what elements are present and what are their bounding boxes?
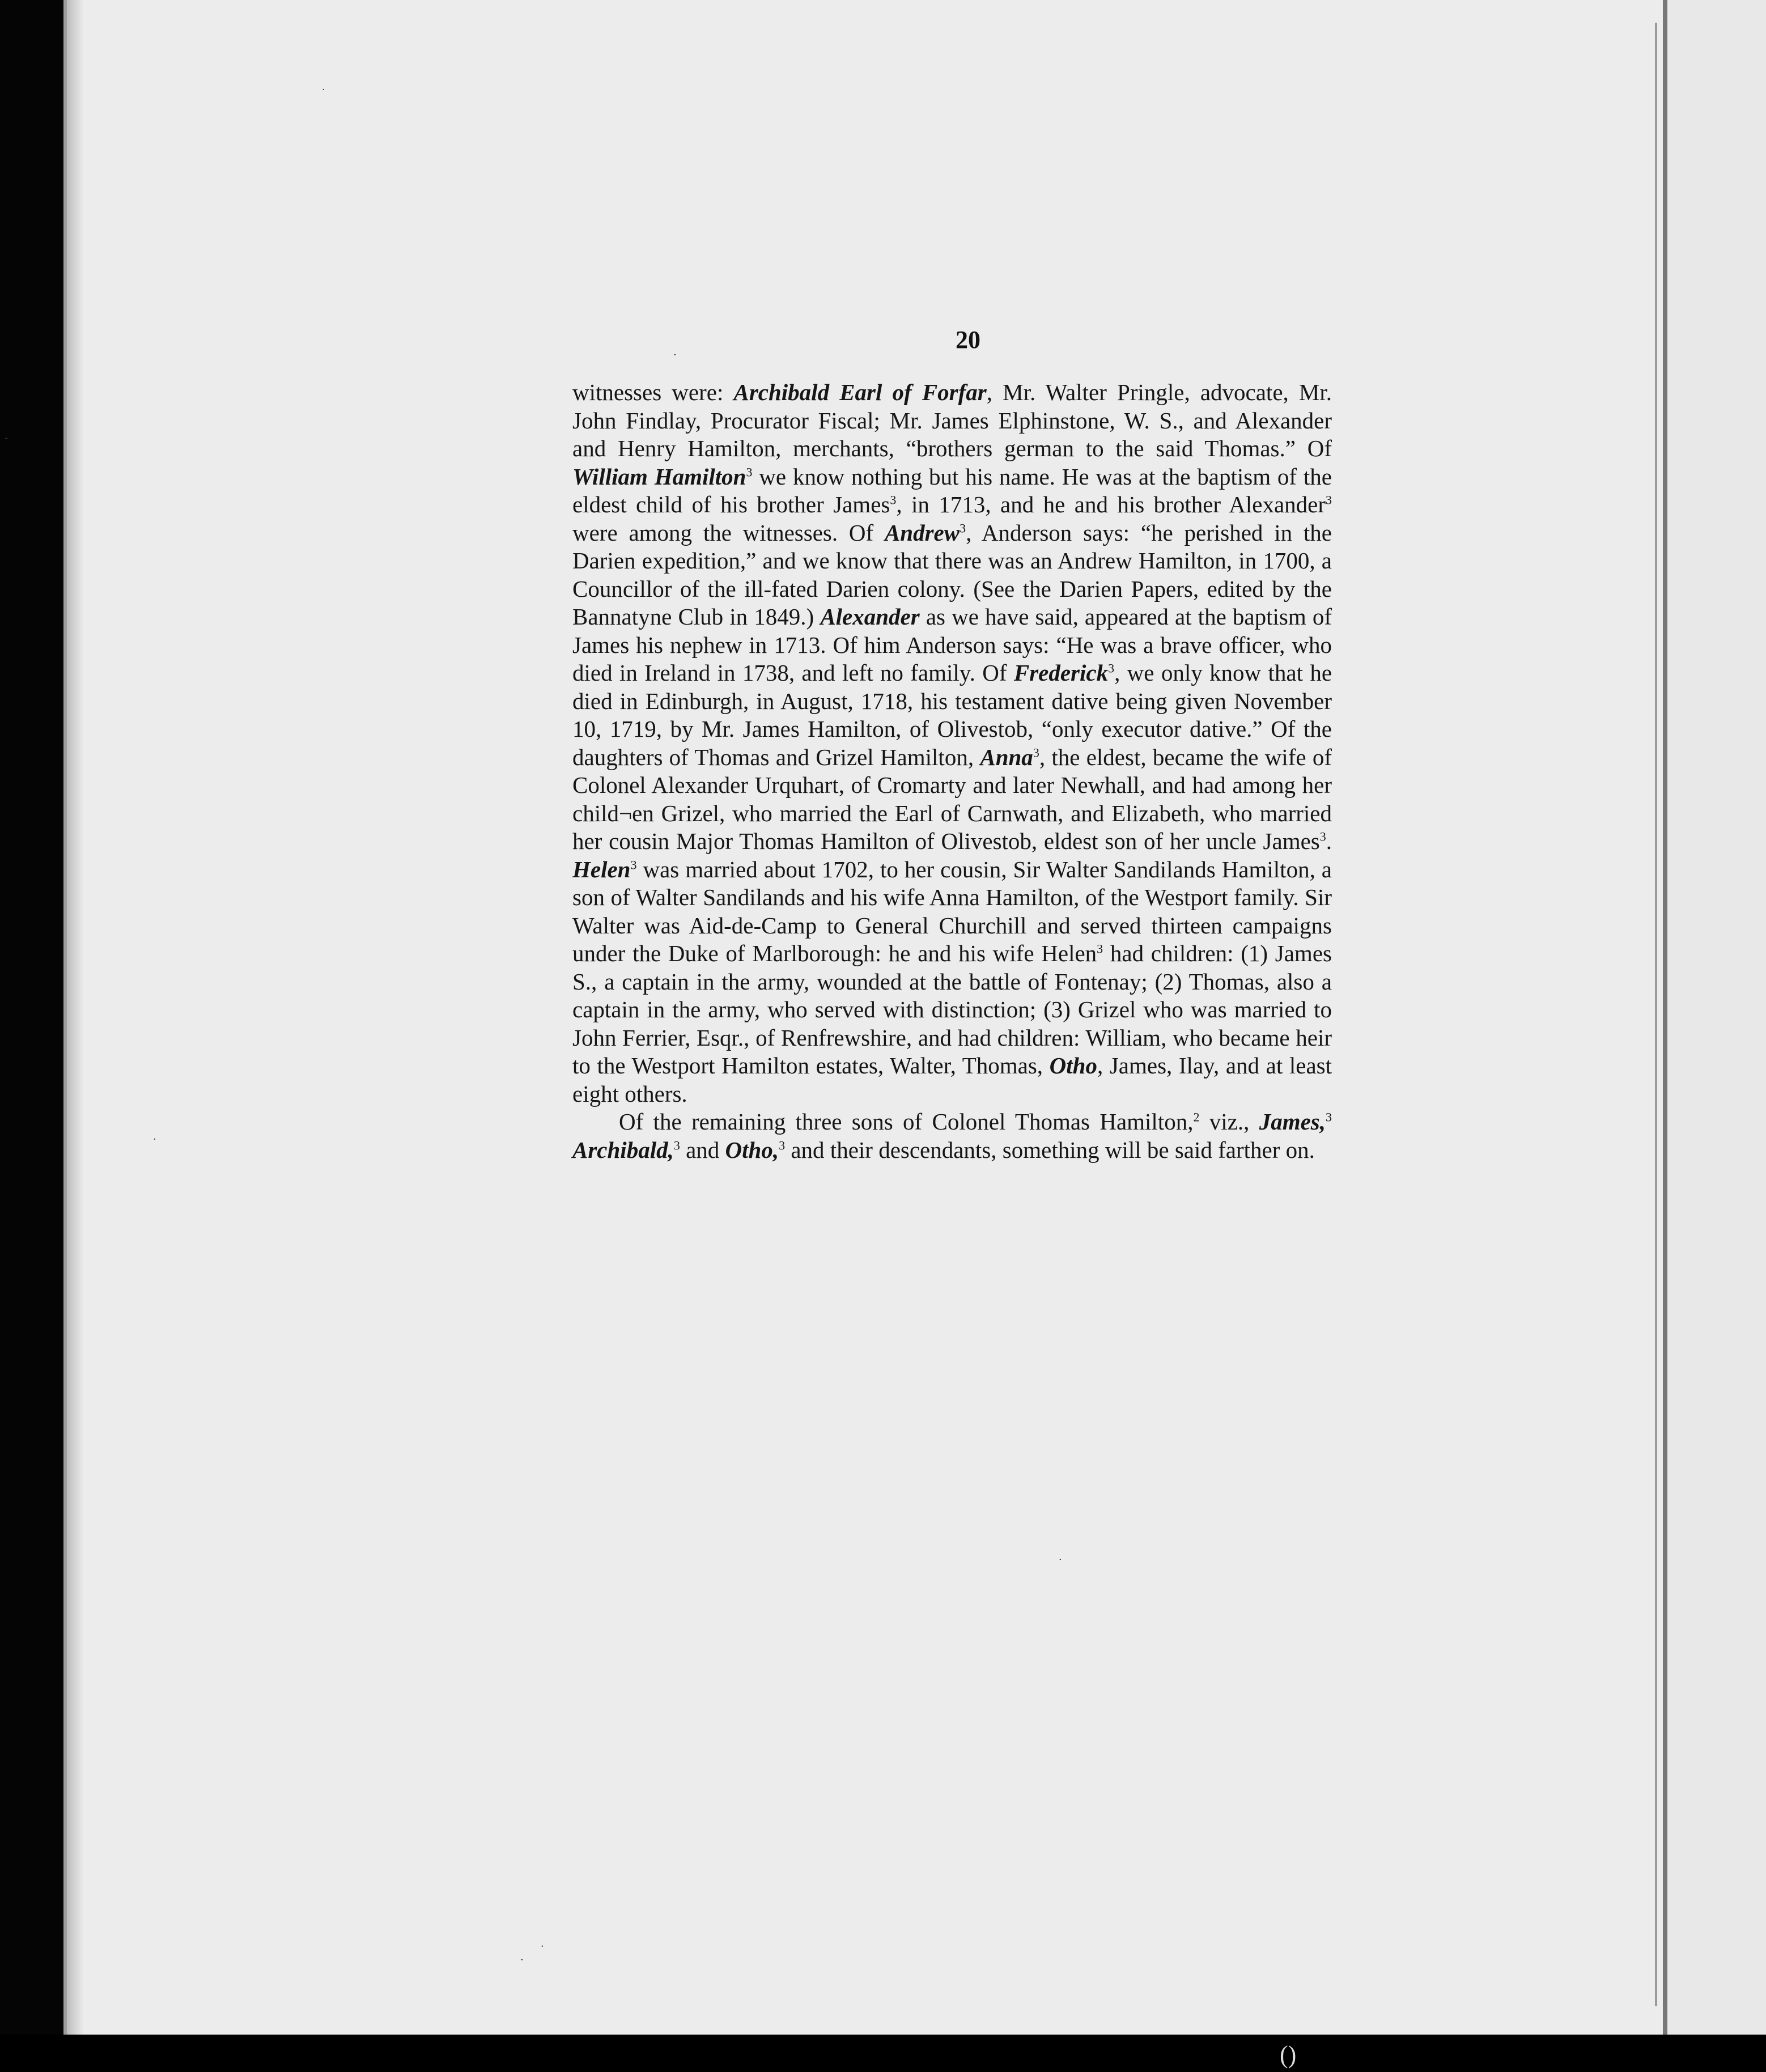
generation-superscript: 3 [960,520,966,535]
text-run: and their descendants, something will be said farther on. [785,1136,1315,1163]
text-run: viz., [1199,1109,1259,1135]
text-run: was married about 1702, to her cousin, Sir Walter Sandilands Hamilton, a son of Walter Sandilands and his wife Anna Hamilton, of the Westport family. Sir Walter was Aid-de-Camp to General Churchill and served thirteen campaigns under the Duke of Marlborough: he and his wife Helen [572,856,1332,966]
italic-name: Archibald, [572,1136,674,1163]
page-gutter-shadow [67,0,84,2035]
paragraph [572,379,1332,1108]
generation-superscript: 3 [673,1137,680,1152]
generation-superscript: 3 [1326,492,1332,507]
generation-superscript: 3 [630,857,637,872]
scan-bottom-border [0,2035,1766,2072]
text-run: had children: (1) James S., a captain in the army, wounded at the battle of Fontenay; (2) Thomas, also a captain in the army, who served with distinction; (3) Grizel who was married to John Ferrier, Esqr., of Renfrewshire, and had children: William, who became heir to the Westport Hamilton estates, Walter, Thomas, [572,940,1332,1079]
text-run: , Anderson says: “he perished in the Darien expedition,” and we know that there was an Andrew Hamilton, in 1700, a Councillor of the ill-fated Darien colony. (See the Darien Papers, edited by the Bannatyne Club in 1849.) [572,519,1332,630]
text-run: , in 1713, and he and his brother Alexander [896,491,1326,517]
page-number: 20 [956,326,980,354]
text-run: we know nothing but his name. He was at the baptism of the eldest child of his brother James [572,463,1332,517]
generation-superscript: 3 [746,464,753,479]
text-run: . [1326,828,1332,854]
italic-name: James, [1259,1109,1326,1135]
scan-speck: · [153,1133,156,1145]
italic-name: Archibald Earl of Forfar [733,379,987,405]
generation-superscript: 2 [1193,1110,1200,1124]
text-run: Of the remaining three sons of Colonel Thomas Hamilton, [619,1109,1194,1135]
generation-superscript: 3 [1108,661,1115,676]
italic-name: William Hamilton [572,463,746,490]
generation-superscript: 3 [1097,941,1103,956]
generation-superscript: 3 [1033,745,1039,759]
scan-speck: · [322,84,325,96]
text-run: as we have said, appeared at the baptism of James his nephew in 1713. Of him Anderson says: “He was a brave officer, who died in Ireland in 1738, and left no family. Of [572,604,1332,686]
text-run: were among the witnesses. Of [572,519,885,546]
text-run: , the eldest, became the wife of Colonel Alexander Urquhart, of Cromarty and later Newhall, and had among her child¬en Grizel, who married the Earl of Carnwath, and Elizabeth, who married her cousin Major Thomas Hamilton of Olivestob, eldest son of her uncle James [572,744,1332,854]
scan-speck: · [1059,1554,1062,1566]
italic-name: Otho, [725,1136,779,1163]
generation-superscript: 3 [890,492,897,507]
paragraph [572,1108,1332,1164]
next-page-edge-line [1655,23,1657,2006]
text-run: and [680,1136,725,1163]
text-run: , James, Ilay, and at least eight others. [572,1052,1332,1107]
next-page-edge [1663,0,1766,2040]
text-run: , Mr. Walter Pringle, advocate, Mr. John Findlay, Procurator Fiscal; Mr. James Elphinstone, W. S., and Alexander and Henry Hamilton, merchants, “brothers german to the said Thomas.” Of [572,379,1332,461]
scan-speck: · [673,349,677,361]
italic-name: Anna [980,744,1033,770]
italic-name: Andrew [884,519,960,546]
italic-name: Alexander [820,604,920,630]
page-corner-mark: () [1280,2041,1297,2069]
generation-superscript: 3 [1319,829,1326,844]
scan-speck: - [5,432,9,444]
scan-speck: · [541,1941,544,1952]
body-text [572,379,1332,1164]
italic-name: Frederick [1013,660,1109,686]
italic-name: Helen [572,856,631,882]
generation-superscript: 3 [1326,1110,1332,1124]
text-run: , we only know that he died in Edinburgh, in August, 1718, his testament dative being given November 10, 1719, by Mr. James Hamilton, of Olivestob, “only executor dative.” Of the daughters of Thomas and Grizel Hamilton, [572,660,1332,770]
text-run: witnesses were: [572,379,734,405]
italic-name: Otho [1049,1052,1097,1079]
generation-superscript: 3 [779,1137,786,1152]
scan-speck: · [520,1954,524,1966]
